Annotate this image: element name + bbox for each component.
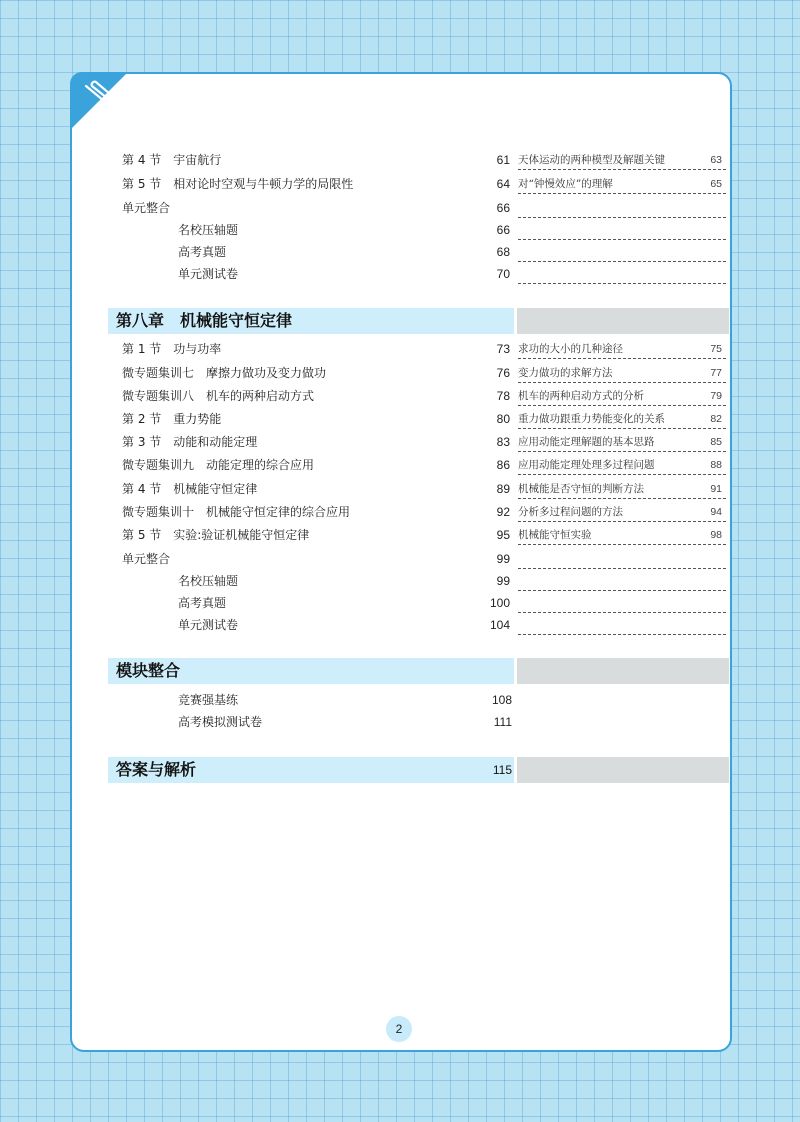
toc-entry-label: 单元整合	[122, 552, 171, 566]
note-line	[518, 456, 726, 475]
toc-entry-page: 99	[496, 552, 510, 566]
toc-entry-label: 第 2 节 重力势能	[122, 412, 222, 426]
toc-entry-label: 微专题集训十 机械能守恒定律的综合应用	[122, 505, 351, 519]
note-line	[518, 387, 726, 406]
toc-entry-page: 83	[496, 435, 510, 449]
note-page: 88	[710, 459, 722, 471]
toc-entry-label: 高考真题	[178, 596, 227, 610]
toc-entry-page: 66	[496, 201, 510, 215]
note-text: 重力做功跟重力势能变化的关系	[518, 413, 665, 425]
toc-entry-page: 68	[496, 245, 510, 259]
toc-entry-label: 第 4 节 宇宙航行	[122, 153, 222, 167]
toc-entry-label: 微专题集训九 动能定理的综合应用	[122, 458, 315, 472]
answers-header	[108, 757, 514, 783]
note-page: 98	[710, 529, 722, 541]
toc-entry-page: 111	[493, 715, 512, 729]
toc-entry-page: 104	[489, 618, 510, 632]
note-page: 85	[710, 436, 722, 448]
toc-entry-label: 高考真题	[178, 245, 227, 259]
toc-entry-label: 单元测试卷	[178, 267, 239, 281]
toc-entry-page: 66	[496, 223, 510, 237]
toc-entry-page: 89	[496, 482, 510, 496]
note-page: 75	[710, 343, 722, 355]
note-line	[518, 616, 726, 635]
note-text: 对“钟慢效应”的理解	[518, 178, 613, 190]
note-page: 79	[710, 390, 722, 402]
toc-entry-label: 竞赛强基练	[178, 693, 239, 707]
note-line	[518, 175, 726, 194]
module-title: 模块整合	[116, 661, 181, 680]
note-text: 机械能守恒实验	[518, 529, 592, 541]
note-text: 应用动能定理处理多过程问题	[518, 459, 655, 471]
note-line	[518, 243, 726, 262]
note-line	[518, 503, 726, 522]
note-text: 应用动能定理解题的基本思路	[518, 436, 655, 448]
note-line	[518, 572, 726, 591]
note-line	[518, 550, 726, 569]
toc-entry-label: 第 5 节 相对论时空观与牛顿力学的局限性	[122, 177, 354, 191]
toc-entry-page: 70	[496, 267, 510, 281]
toc-entry-label: 单元测试卷	[178, 618, 239, 632]
toc-entry-label: 第 5 节 实验:验证机械能守恒定律	[122, 528, 310, 542]
toc-entry-label: 单元整合	[122, 201, 171, 215]
toc-entry-label: 微专题集训七 摩擦力做功及变力做功	[122, 366, 327, 380]
toc-entry-page: 108	[491, 693, 512, 707]
toc-entry-page: 99	[496, 574, 510, 588]
note-text: 天体运动的两种模型及解题关键	[518, 154, 665, 166]
note-text: 机车的两种启动方式的分析	[518, 390, 644, 402]
note-line	[518, 340, 726, 359]
module-note-header	[517, 658, 729, 684]
note-text: 机械能是否守恒的判断方法	[518, 483, 644, 495]
note-line	[518, 410, 726, 429]
note-line	[518, 199, 726, 218]
note-page: 77	[710, 367, 722, 379]
toc-entry-page: 73	[496, 342, 510, 356]
paperclip-icon	[80, 78, 126, 118]
note-line	[518, 480, 726, 499]
note-text: 求功的大小的几种途径	[518, 343, 623, 355]
note-line	[518, 433, 726, 452]
note-page: 91	[710, 483, 722, 495]
note-text: 分析多过程问题的方法	[518, 506, 623, 518]
toc-entry-label: 名校压轴题	[178, 223, 239, 237]
toc-entry-page: 76	[496, 366, 510, 380]
toc-entry-page: 95	[496, 528, 510, 542]
toc-entry-page: 86	[496, 458, 510, 472]
toc-entry-page: 80	[496, 412, 510, 426]
note-page: 94	[710, 506, 722, 518]
answers-title: 答案与解析	[116, 760, 197, 779]
page-number: 2	[386, 1016, 412, 1042]
chapter-8-header	[108, 308, 514, 334]
answers-page: 115	[492, 763, 512, 777]
note-page: 63	[710, 154, 722, 166]
toc-entry-label: 第 4 节 机械能守恒定律	[122, 482, 258, 496]
note-line	[518, 526, 726, 545]
toc-entry-page: 92	[496, 505, 510, 519]
toc-entry-page: 61	[496, 153, 510, 167]
note-line	[518, 151, 726, 170]
note-line	[518, 594, 726, 613]
module-header	[108, 658, 514, 684]
note-line	[518, 364, 726, 383]
note-text: 变力做功的求解方法	[518, 367, 613, 379]
note-line	[518, 221, 726, 240]
toc-entry-page: 78	[496, 389, 510, 403]
note-page: 82	[710, 413, 722, 425]
toc-entry-label: 第 3 节 动能和动能定理	[122, 435, 258, 449]
toc-entry-label: 微专题集训八 机车的两种启动方式	[122, 389, 315, 403]
chapter-8-note-header	[517, 308, 729, 334]
chapter-title: 第八章 机械能守恒定律	[116, 311, 293, 330]
toc-entry-page: 64	[496, 177, 510, 191]
answers-note-header	[517, 757, 729, 783]
toc-entry-label: 高考模拟测试卷	[178, 715, 263, 729]
toc-entry-page: 100	[489, 596, 510, 610]
toc-entry-label: 第 1 节 功与功率	[122, 342, 222, 356]
note-line	[518, 265, 726, 284]
note-page: 65	[710, 178, 722, 190]
toc-entry-label: 名校压轴题	[178, 574, 239, 588]
